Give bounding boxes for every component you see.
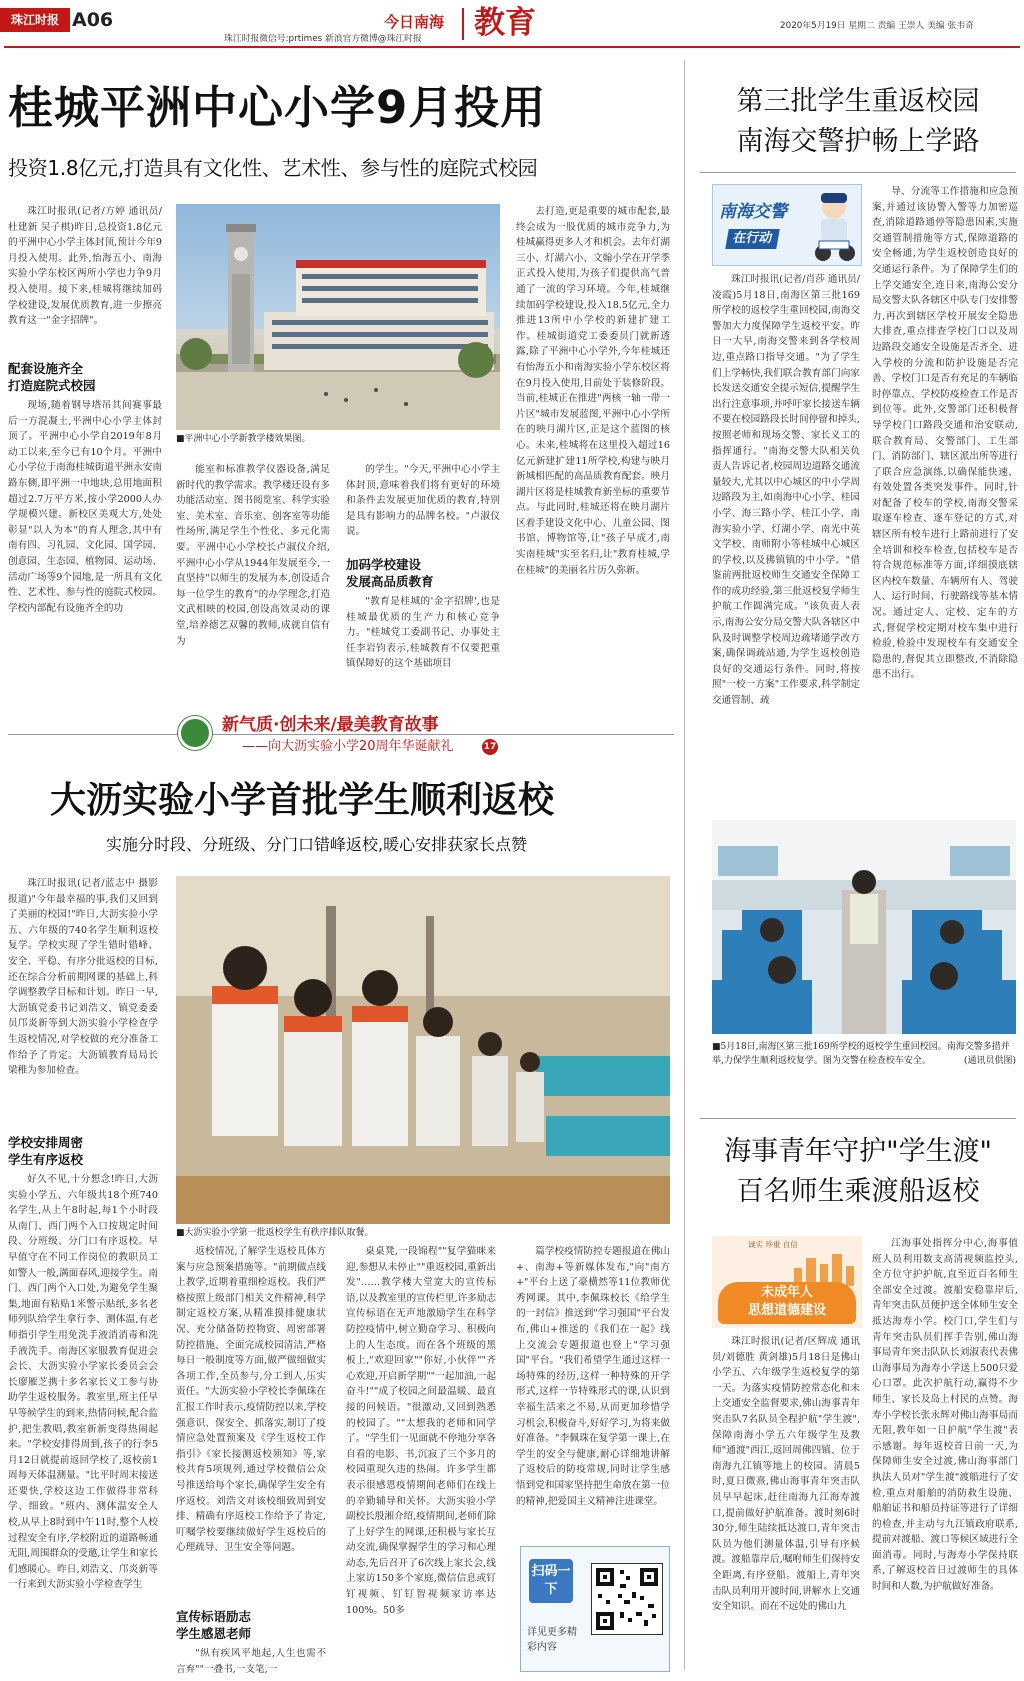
section-label-small: 今日南海 bbox=[384, 13, 445, 31]
series-title: 新气质·创未来/最美教育故事 bbox=[222, 715, 439, 735]
moral-education-badge bbox=[712, 1236, 862, 1328]
badge-subtitle: 在行动 bbox=[725, 229, 780, 249]
scan-label: 扫码一下 bbox=[529, 1559, 573, 1603]
wechat-line: 珠江时报微信号:prtimes 新浪官方微博@珠江时报 bbox=[224, 34, 422, 44]
more-label: 详见更多精彩内容 bbox=[527, 1627, 577, 1653]
article3-headline-line2: 南海交警护畅上学路 bbox=[736, 126, 980, 157]
article1-col3-b: "教育是桂城的'金字招牌',也是桂城最优质的生产力和核心竞争力。"桂城党工委副书记、办事处主任李岩钧表示,桂城教育不仅要把重镇保障好的这个基础项目 bbox=[346, 596, 500, 670]
article2-col3: 桌桌凳,一段锦程""复学猫咪来迎,参想从未停止""重返校园,重新出发"……教学楼大堂宽大的宣传标语,以及教室里的宣传栏里,许多励志宣传标语在无声地激励学生在科学防控疫情中,树立勤奋学习、积极向上的人生态度。而在各个班级的黑板上,"欢迎回家""你好,小伙伴""齐心欢迎,开启新学期""一起加油,一起奋斗!""成了校园之间最温暖、最直接的问候语。"很激动,又回到熟悉的校园了。""太想我的老师和同学了。"学生们一见面就不停地分享各自看的电影、书,沉寂了三个多月的校园重现久违的热闹。许多学生都表示很感恩疫情期间老师们在线上的辛勤辅导和关怀。大沥实验小学副校长殷湘介绍,疫情期间,老师们除了上好学生的网课,还积极与家长互动交流,确保掌握学生的学习和心理动态,先后召开了6次线上家长会,线上家访150多个家庭,微信信息或钉钉视频、钉钉智视频家访率达100%。50多 bbox=[346, 1246, 496, 1616]
article1-subhead1: 配套设施齐全 打造庭院式校园 bbox=[8, 361, 96, 393]
article4-top-rule bbox=[700, 1118, 1016, 1119]
article2-col2: 返校情况,了解学生返校具体方案与应急预案措施等。"前期做点线上教学,近期着重细检返校。我们严格按照上级部门相关文件精神,科学制定返校方案,从精准摸排健康状况、充分储备防控物资、周密部署防控措施、全面完成校园清洁,严格每日一般制度等方面,做严做细做实各项工作,全员参与,分工到人,压实责任。"大沥实验小学校长李佩珠在汇报工作时表示,疫情防控以来,学校强意识、保安全、抓落实,制订了疫情应急处置预案及《学生返校工作指引》《家长接测返校须知》等,家校共育5项规列,通过学校微信公众号推送给每个家长,确保学生安全有序返校。刘浩文对该校细致周到安排、精确有序返校工作给予了肯定,叮嘱学校要继续做好学生返校后的心理疏导、卫生安全等问题。 bbox=[176, 1246, 326, 1554]
article1-col2: 能室和标准教学仪器设备,满足新时代的教学需求。教学楼还设有多功能活动室、图书阅览室、科学实验室、美术室、音乐室、创客室等功能性场所,满足学生个性化、多元化需要。平洲中心小学校长卢淑仪介绍,平洲中心小学从1944年发展至今,一直坚持"以师生的发展为本,创设适合每一位学生的教育"的办学理念,打造文武相映的校园,创设高效灵动的课堂,培养德艺双馨的教师,成就自信有为 bbox=[176, 464, 330, 647]
article2-subhead2: 宣传标语励志 学生感恩老师 bbox=[176, 1609, 252, 1641]
article2-col4: 篇学校疫情防控专题报道在佛山+、南海+等新媒体发布,"向"南方+"平台上送了豪横然等11位教师优秀网课。其中,李佩珠校长《给学生的一封信》推送到"学习强国"平台发布,佛山+推送的《我们在一起》线上交流会专题报道也登上"学习强国"平台。"我们希望学生通过这样一场特殊的经历,这样一种特殊的开学形式,这样一节特殊形式的课,认识到幸福生活来之不易,从而更加珍惜学习机会,积极奋斗,好好学习,为将来做好准备。"李佩珠在复学第一课上,在学生的安全与健康,耐心详细地讲解了返校后的防疫常规,同时让学生感悟到党和国家坚持把生命放在第一位的精神,把爱国主义精神注进课堂。 bbox=[516, 1246, 670, 1507]
article3-headline-rule bbox=[700, 172, 1016, 173]
students-queue-photo bbox=[176, 876, 670, 1224]
bus-svg bbox=[712, 820, 1016, 1034]
series-logo bbox=[178, 716, 212, 750]
series-subtitle: ——向大沥实验小学20周年华诞献礼 bbox=[242, 739, 454, 754]
badge-tagline: 诚实 珍重 自信 bbox=[748, 1240, 798, 1249]
queue-svg bbox=[176, 876, 670, 1224]
column-divider bbox=[684, 60, 685, 1670]
article1-col4: 去打造,更是重要的城市配套,最终会成为一股优质的城市竞争力,为桂城赢得更多人才和机会。去年灯湖三小、灯湖六小、文翰小学在开学季正式投入使用,为孩子们提供高气普通了一流的学习环境。今年,桂城继续加码学校建设,投入18.5亿元,全力推进13所中小学校的新建扩建工作。桂城街道党工委委员门就新透露,除了平洲中心小学外,今年桂城还有怡海五小和南海实验小学东校区将在9月投入使用,目前处于装修阶段。当前,桂城正在推进"两核一轴一带一片区"城市发展蓝图,平洲中心小学所在的映月湖片区,正是这个蓝图的核心。未来,桂城将在这里投入超过16亿元新建扩建11所学校,构建与映月新城相匹配的高品质教育配套。映月湖片区将是桂城教育新坐标的重要节点。与此同时,桂城还将在映月湖片区着手建设文化中心、儿童公园、图书馆、博物馆等,让"孩子早成才,南实南桂城"实至名归,让"教育桂城,学在桂城"的美丽名片历久弥新。 bbox=[516, 206, 670, 576]
qr-code-svg bbox=[592, 1564, 662, 1634]
article2-photo-caption: ■大沥实验小学第一批返校学生有秩序排队取餐。 bbox=[176, 1228, 374, 1238]
qr-box[interactable] bbox=[520, 1546, 670, 1672]
badge-line2: 思想道德建设 bbox=[747, 1303, 826, 1318]
school-bus-photo bbox=[712, 820, 1016, 1034]
article2-subhead1: 学校安排周密 学生有序返校 bbox=[8, 1135, 84, 1167]
school-rendering-photo bbox=[176, 204, 500, 430]
article1-deck: 投资1.8亿元,打造具有文化性、艺术性、参与性的庭院式校园 bbox=[8, 156, 538, 180]
article1-subhead3: 加码学校建设 发展高品质教育 bbox=[346, 557, 434, 589]
article3-col1: 珠江时报讯(记者/肖莎 通讯员/凌霞)5月18日,南海区第三批169所学校的返校学生重回校园,南海交警加大力度保障学生返校平安。昨日一大早,南海交警来到各学校周边,重点路口指导交通。"为了学生们上学畅快,我们联合教育部门向家长发送交通安全提示短信,提醒学生出行注意事项,并呼吁家长接送车辆不要在校园路段长时间停留和掉头,按照老师和现场交警、家长义工的指挥通行。"南海交警大队相关负责人告诉记者,校园周边道路交通流量较大,尤其以中心城区的中小学周边路段为主,如南海中心小学、桂园小学、海三路小学、桂江小学、南海实验小学、灯湖小学、南光中英文学校、南师附小等桂城中心城区的学校,以及佛镇镇的中小学。"借鉴前两批返校师生交通安全保障工作的成功经验,第三批返校复学师生护航工作圆满完成。"该负责人表示,南海公安分局交警大队各辖区中队及时调整学校周边疏堵通学改方案,确保调疏站通,为学生返校创造良好的交通运行条件。同时,将按照"一校一方案"工作要求,科学制定交通管制、疏 bbox=[712, 274, 860, 707]
article1-col1-lead: 珠江时报讯(记者/方婷 通讯员/杜建新 吴子棋)昨日,总投资1.8亿元的平洲中心小学主体封顶,预计今年9月投入使用。此外,怡海五小、南海实验小学东校区两所小学也力争9月投入使用。接下来,桂城将继续加码学校建设,发展优质教育,进一步擦亮教育这一"金字招牌"。 bbox=[8, 206, 162, 327]
section-label-big: 教育 bbox=[474, 5, 536, 41]
police-cartoon-icon bbox=[809, 191, 859, 263]
article2-col1-body: 好久不见,十分想念!昨日,大沥实验小学五、六年级共18个班740名学生,从上午8时起,每1个小时段从南门、西门两个入口按规定时间段、分班级、分门口有序返校。早早值守在不同工作岗位的教职员工如警人一般,满面春风,迎接学生。南门、西门两个入口处,为避免学生聚集,地面有粘贴1米警示贴纸,多名老师列队给学生拿行李、测体温,有老师指引学生用免洗手液消消毒和洗手液洗手。南海区家服教育促进会会长、大沥实验小学家长委员会会长廖雁芝携十多名家长义工参与协助学生返校服务。教室里,班主任早早等候学生的到来,热情问候,配合监护,把生教唱,教室新新变得热闹起来。"学校安排得周到,孩子的行李5月12日就提前返回学校了,返校前1周每天体温测量。"比平时周末接送还要快,学校这边工作做得非常科学、细致。"班内、测体温安全人校,从早上8时到中午11时,整个人校过程安全有序,学校附近的道路畅通无阻,周围群众的受邀,让学生和家长们感暖心。昨日,刘浩文、邝炎新等一行来到大沥实验小学检查学生 bbox=[8, 1174, 158, 1591]
article4-col1: 珠江时报讯(记者/区辉成 通讯员/刘德胜 黄剑雄)5月18日是佛山小学五、六年级学生返校复学的第一天。为落实疫情防控常态化和未上交通安全监督要求,佛山海事青年突击队7名队员全程护航"学生渡",保障南海小学五六年级学生及教师"通渡"西江,返回周佛四镇、位于南海九江镇等地上的校园。清晨5时,夏日微熹,佛山海事青年突击队员早早起床,赶往南海九江海寿渡口,提前做好护航准备。渡时刻6时30分,师生陆续抵达渡口,青年突击队员为他们测量体温,引导有序候渡。渡船靠岸后,嘱咐师生们保持安全距离,有序登船。渡船上,青年突击队员利用开渡时间,讲解水上交通安全知识。而在不远处的佛山九 bbox=[712, 1336, 860, 1613]
article4-headline-line2: 百名师生乘渡船返校 bbox=[736, 1176, 980, 1207]
page-number: A06 bbox=[72, 9, 114, 31]
traffic-police-badge bbox=[712, 184, 862, 266]
badge-title: 南海交警 bbox=[719, 202, 787, 222]
article2-col1-lead: 珠江时报讯(记者/蓝志中 摄影报道)"今年最幸福的事,我们又回到了美丽的校园!"昨日,大沥实验小学五、六年级的740名学生顺利返校复学。学校实现了学生错时错峰、安全、平稳、有序分批返校的目标,还在综合分析前期网课的基础上,科学调整教学目标和计划。昨日一早,大沥镇党委书记刘浩文、镇党委委员邝炎新等到大沥实验小学检查学生返校情况,对学校做的充分准备工作给予了肯定。大沥镇教育局局长梁稚为参加检查。 bbox=[8, 878, 158, 1077]
masthead bbox=[0, 0, 1024, 48]
rendering-svg bbox=[176, 204, 500, 430]
photo-credit: (通讯员供图) bbox=[963, 1056, 1016, 1066]
article2-deck: 实施分时段、分班级、分门口错峰返校,暖心安排获家长点赞 bbox=[106, 835, 528, 854]
qr-code[interactable] bbox=[591, 1563, 663, 1635]
masthead-rule bbox=[4, 46, 1020, 48]
article4-headline-line1: 海事青年守护"学生渡" bbox=[724, 1136, 992, 1167]
article2-headline: 大沥实验小学首批学生顺利返校 bbox=[50, 780, 555, 821]
article3-headline-line1: 第三批学生重返校园 bbox=[736, 86, 980, 117]
article1-col3-a: 的学生。"今天,平洲中心小学主体封顶,意味着我们将有更好的环境和条件去发展更加优质的教育,特别是具有影响力的品牌名校。"卢淑仪说。 bbox=[346, 464, 500, 538]
article2-col2-end: "纵有疾风平地起,人生也需不言弃""一叠书,一支笔,一 bbox=[176, 1648, 326, 1675]
masthead-logo: 珠江时报 bbox=[0, 8, 70, 32]
date-line: 2020年5月19日 星期二 责编 王崇人 美编 张韦奇 bbox=[780, 21, 974, 31]
article3-photo-caption: ■5月18日,南海区第三批169所学校的返校学生重回校园。南海交警多措并举,力保学生顺利返校复学。图为交警在检查校车安全。 (通讯员供图) bbox=[712, 1042, 1016, 1066]
article4-col2: 江海事处指挥分中心,海事值班人员利用数支高清视频监控头,全方位守护护航,直至近百名师生全部安全过渡。渡船安稳靠岸后,青年突击队员便护送全体师生安全抵达海寿小学。校门口,学生们与青年突击队员们挥手告别,佛山海事局青年突击队队长刘淑表代表佛山海事局为海寿小学送上500只爱心口罩。此次护航行动,赢得不少师生、家长及岛上村民的点赞。海寿小学校长张永辉对佛山海事局而无阻,教年如一日护航"学生渡"表示感谢。每年返校首日前一天,为保障师生安全过渡,佛山海事部门执法人员对"学生渡"渡船进行了安检,重点对船舶的消防救生设施、船舶证书和船员持证等进行了详细的检查,并主动与九江镇政府联系,提前对渡船、渡口等候区域进行全面消毒。同时,与海寿小学保持联系,了解返校首日过渡师生的具体时间和人数,为护航做好准备。 bbox=[872, 1238, 1018, 1593]
article1-headline: 桂城平洲中心小学9月投用 bbox=[8, 81, 547, 134]
article3-col2: 导、分流等工作措施和应急预案,并通过该协警入警等力加密巡查,消除道路通停等隐患因素,实施交通管制措施等方式,保障道路的安全畅通,为学生返校创造良好的交通运行条件。为了保障学生们的上学交通安全,连日来,南海公安分局交警大队各辖区中队专门安排警力,再次到辖区学校开展安全隐患大排查,重点排查学校门口以及周边路段交通安全设施是否齐全、进入学校的分流和防护设施是否完善、学校门口是否有充足的车辆临时停靠点、学校防疫检查工作是否到位等。此外,交警部门还积极督导学校门口路段交通和治安联动,联合教育局、交警部门、工生部门、消防部门、辖区派出所等进行了联合应急演练,以确保能快速、有效处置各类突发事件。同时,针对配备了校车的学校,南海交警采取逐车检查、逐车登记的方式,对辖区所有校车进行上路前进行了安全培训和校车检查,包括校车是否符合规范标准等方面,详细摸底辖区内校车数量、车辆所有人、驾驶人、运行时间、行驶路线等基本情况。通过定人、定校、定车的方式,督促学校定期对校车集中进行检验,检验中发现校车有交通安全隐患的,督促其立即整改,不消除隐患不出行。 bbox=[872, 186, 1018, 681]
article1-photo-caption: ■平洲中心小学新教学楼效果图。 bbox=[176, 434, 311, 444]
section-divider bbox=[462, 8, 464, 40]
series-number-badge: 17 bbox=[482, 739, 498, 755]
badge-line1: 未成年人 bbox=[760, 1285, 813, 1300]
article1-col1-body: 现场,随着钢导塔吊其间赛事最后一方混凝土,平洲中心小学主体封顶了。平洲中心小学自2019年8月动工以来,至今已有10个月。平洲中心小学位于南海桂城街道平洲永安南路东侧,即平洲一中地块,总用地面积超过2.7万平方米,按小学2000人办学规模兴建。新校区美观大方,处处彰显"以人为本"的育人理念,其中有南有四、习礼园、文化园、国学园、创意园、生态园、植物园、运动场、活动广场等9个园地,是一所具有文化性、艺术性、参与性的庭院式校园。学校内部配有设施齐全的功 bbox=[8, 400, 162, 614]
city-skyline-icon bbox=[792, 1250, 858, 1286]
